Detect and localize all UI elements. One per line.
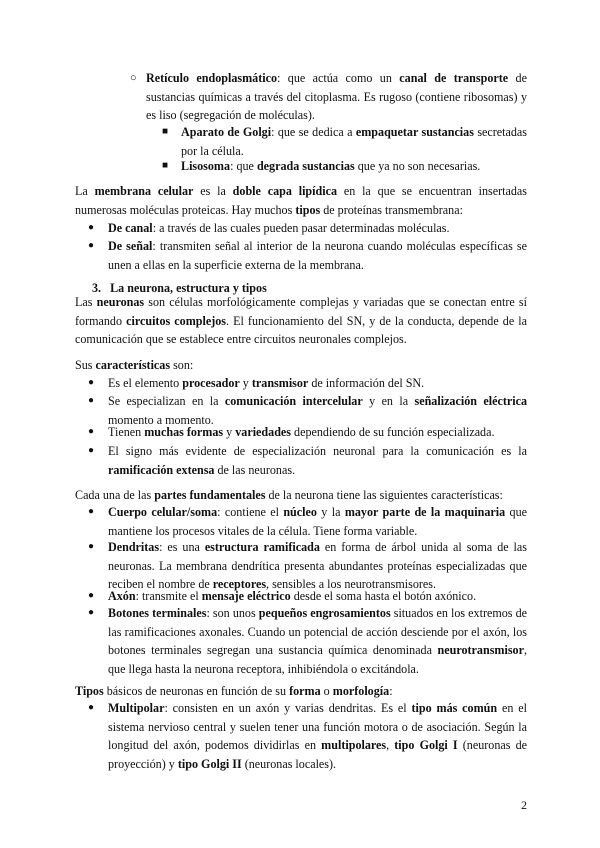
bullet-icon: ● [88, 222, 95, 233]
membrana-paragraph: La membrana celular es la doble capa lipídica en la que se encuentran insertadas numerosas moléculas proteicas. Hay muchos tipos de proteínas transmembrana: [75, 184, 527, 217]
soma-text: Cuerpo celular/soma: contiene el núcleo y la mayor parte de la maquinaria que mantiene los procesos vitales de la célula. Tiene forma variable. [108, 505, 527, 538]
dendritas-item [88, 538, 527, 594]
car4-text: El signo más evidente de especialización neuronal para la comunicación es la ramificación extensa de las neuronas. [108, 444, 527, 477]
canal-item [88, 219, 527, 238]
senal-item [88, 237, 527, 274]
reticulo-text: Retículo endoplasmático: que actúa como un canal de transporte de sustancias químicas a través del citoplasma. Es rugoso (contiene ribosomas) y es liso (segregación de moléculas). [146, 71, 527, 123]
golgi-text: Aparato de Golgi: que se dedica a empaquetar sustancias secretadas por la célula. [181, 125, 528, 158]
senal-text: De señal: transmiten señal al interior de la neurona cuando moléculas específicas se unen a ellas en la superficie externa de la membrana. [108, 239, 527, 272]
dendritas-text: Dendritas: es una estructura ramificada en forma de árbol unida al soma de las neuronas. La membrana dendrítica presenta abundantes proteínas especializadas que reciben el nombre de receptores, sensibles a los neurotransmisores. [108, 540, 527, 592]
bullet-icon: ● [88, 445, 95, 456]
bullet-icon: ● [88, 395, 95, 406]
section-title: La neurona, estructura y tipos [110, 281, 267, 295]
lisosoma-item [162, 157, 527, 176]
tipos-paragraph: Tipos básicos de neuronas en función de su forma o morfología: [75, 684, 393, 698]
axon-item [88, 587, 527, 606]
soma-item [88, 503, 527, 540]
bullet-icon: ● [88, 377, 95, 388]
multipolar-text: Multipolar: consisten en un axón y varias dendritas. Es el tipo más común en el sistema nervioso central y suelen tener una función motora o de asociación. Según la longitud del axón, podemos dividirlas en multipolares, tipo Golgi I (neuronas de proyección) y tipo Golgi II (neuronas locales). [108, 701, 527, 771]
bullet-icon: ● [88, 506, 95, 517]
axon-text: Axón: transmite el mensaje eléctrico desde el soma hasta el botón axónico. [108, 589, 477, 603]
canal-text: De canal: a través de las cuales pueden pasar determinadas moléculas. [108, 221, 450, 235]
bullet-icon: ● [88, 541, 95, 552]
car1-text: Es el elemento procesador y transmisor de información del SN. [108, 376, 425, 390]
reticulo-item [130, 69, 527, 125]
bullet-icon: ● [88, 240, 95, 251]
partes-paragraph: Cada una de las partes fundamentales de la neurona tiene las siguientes características: [75, 488, 503, 502]
car2-text: Se especializan en la comunicación intercelular y en la señalización eléctrica momento a momento. [108, 394, 528, 427]
car1-item [88, 374, 527, 393]
car4-item [88, 442, 527, 479]
section-number: 3. [92, 281, 102, 295]
botones-item [88, 604, 527, 678]
golgi-item [162, 123, 527, 160]
bullet-icon: ● [88, 702, 95, 713]
bullet-icon: ● [88, 426, 95, 437]
botones-text: Botones terminales: son unos pequeños engrosamientos situados en los extremos de las ramificaciones axonales. Cuando un potencial de acción desciende por el axón, los botones terminales segregan una sustancia química denominada neurotransmisor, que llega hasta la neurona receptora, inhibiéndola o excitándola. [108, 606, 528, 676]
page-number: 2 [521, 798, 527, 812]
multipolar-item [88, 699, 527, 773]
square-bullet-icon: ■ [162, 126, 169, 137]
circle-bullet-icon: ○ [130, 72, 137, 84]
car3-text: Tienen muchas formas y variedades dependiendo de su función especializada. [108, 425, 495, 439]
caracteristicas-paragraph: Sus características son: [75, 358, 194, 372]
lisosoma-text: Lisosoma: que degrada sustancias que ya no son necesarias. [181, 159, 481, 173]
square-bullet-icon: ■ [162, 160, 169, 171]
bullet-icon: ● [88, 607, 95, 618]
car3-item [88, 423, 527, 442]
bullet-icon: ● [88, 590, 95, 601]
neuronas-paragraph: Las neuronas son células morfológicamente complejas y variadas que se conectan entre sí formando circuitos complejos. El funcionamiento del SN, y de la conducta, depende de la comunicación que se establece entre circuitos neuronales complejos. [75, 295, 527, 347]
